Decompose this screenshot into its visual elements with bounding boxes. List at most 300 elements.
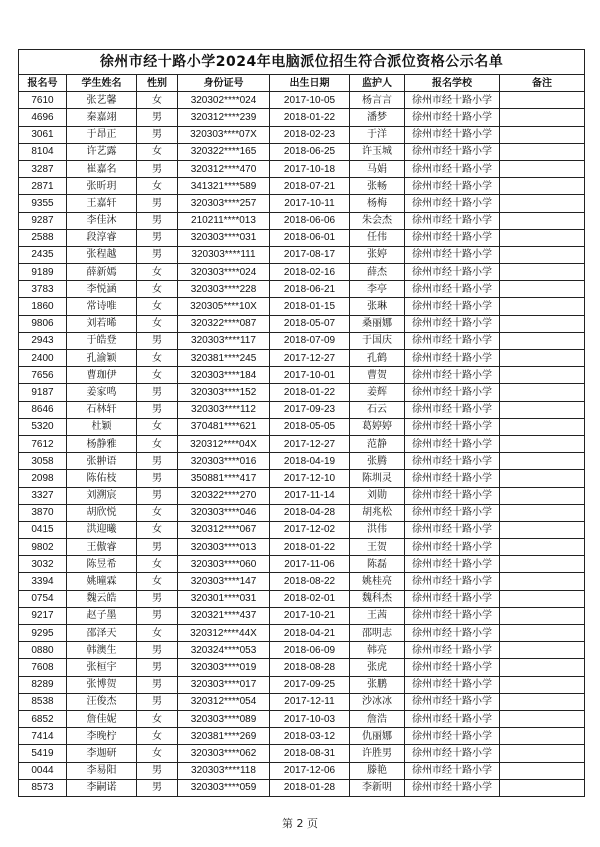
table-row [19, 281, 585, 298]
student-name-cell: 秦嘉翊 [67, 109, 137, 126]
remarks-cell [500, 728, 585, 745]
school-cell: 徐州市经十路小学 [405, 745, 500, 762]
reg-no-cell: 7414 [19, 728, 67, 745]
guardian-cell: 仇丽娜 [350, 728, 405, 745]
table-row [19, 229, 585, 246]
table-row [19, 367, 585, 384]
table-row [19, 332, 585, 349]
id-number-cell: 320303****152 [178, 384, 270, 401]
birth-date-cell: 2018-05-05 [270, 418, 350, 435]
id-number-cell: 320301****031 [178, 590, 270, 607]
guardian-cell: 刘勋 [350, 487, 405, 504]
school-cell: 徐州市经十路小学 [405, 607, 500, 624]
student-name-cell: 魏云皓 [67, 590, 137, 607]
remarks-cell [500, 401, 585, 418]
guardian-cell: 孔鹤 [350, 350, 405, 367]
birth-date-cell: 2017-12-27 [270, 350, 350, 367]
remarks-cell [500, 487, 585, 504]
id-number-cell: 320324****053 [178, 642, 270, 659]
birth-date-cell: 2018-07-21 [270, 178, 350, 195]
birth-date-cell: 2018-02-23 [270, 126, 350, 143]
student-name-cell: 许艺露 [67, 143, 137, 160]
id-number-cell: 320303****111 [178, 246, 270, 263]
birth-date-cell: 2018-01-22 [270, 109, 350, 126]
remarks-cell [500, 143, 585, 160]
reg-no-cell: 9802 [19, 539, 67, 556]
table-row [19, 143, 585, 160]
birth-date-cell: 2017-12-02 [270, 521, 350, 538]
remarks-cell [500, 332, 585, 349]
remarks-cell [500, 229, 585, 246]
school-cell: 徐州市经十路小学 [405, 676, 500, 693]
column-header-student-name: 学生姓名 [67, 75, 137, 92]
gender-cell: 女 [137, 143, 178, 160]
id-number-cell: 320322****165 [178, 143, 270, 160]
guardian-cell: 张腾 [350, 453, 405, 470]
guardian-cell: 杨言言 [350, 92, 405, 109]
birth-date-cell: 2017-11-14 [270, 487, 350, 504]
school-cell: 徐州市经十路小学 [405, 470, 500, 487]
guardian-cell: 沙冰冰 [350, 693, 405, 710]
birth-date-cell: 2018-01-22 [270, 384, 350, 401]
guardian-cell: 张虎 [350, 659, 405, 676]
student-name-cell: 杜颖 [67, 418, 137, 435]
column-header-birth-date: 出生日期 [270, 75, 350, 92]
remarks-cell [500, 573, 585, 590]
school-cell: 徐州市经十路小学 [405, 126, 500, 143]
remarks-cell [500, 178, 585, 195]
reg-no-cell: 0880 [19, 642, 67, 659]
reg-no-cell: 3783 [19, 281, 67, 298]
school-cell: 徐州市经十路小学 [405, 298, 500, 315]
student-name-cell: 洪迎曦 [67, 521, 137, 538]
student-name-cell: 张翀语 [67, 453, 137, 470]
table-row [19, 625, 585, 642]
birth-date-cell: 2017-12-06 [270, 762, 350, 779]
table-row [19, 264, 585, 281]
guardian-cell: 张畅 [350, 178, 405, 195]
school-cell: 徐州市经十路小学 [405, 625, 500, 642]
gender-cell: 女 [137, 298, 178, 315]
gender-cell: 女 [137, 435, 178, 452]
table-row [19, 521, 585, 538]
school-cell: 徐州市经十路小学 [405, 590, 500, 607]
table-row [19, 212, 585, 229]
table-row [19, 539, 585, 556]
gender-cell: 女 [137, 92, 178, 109]
remarks-cell [500, 659, 585, 676]
gender-cell: 男 [137, 212, 178, 229]
birth-date-cell: 2018-04-21 [270, 625, 350, 642]
id-number-cell: 350881****417 [178, 470, 270, 487]
reg-no-cell: 2400 [19, 350, 67, 367]
table-row [19, 745, 585, 762]
id-number-cell: 320303****257 [178, 195, 270, 212]
remarks-cell [500, 264, 585, 281]
table-row [19, 693, 585, 710]
reg-no-cell: 9806 [19, 315, 67, 332]
remarks-cell [500, 109, 585, 126]
id-number-cell: 320312****470 [178, 160, 270, 177]
gender-cell: 男 [137, 229, 178, 246]
school-cell: 徐州市经十路小学 [405, 573, 500, 590]
remarks-cell [500, 212, 585, 229]
guardian-cell: 许玉城 [350, 143, 405, 160]
school-cell: 徐州市经十路小学 [405, 504, 500, 521]
page-number: 第 2 页 [282, 817, 318, 830]
gender-cell: 女 [137, 504, 178, 521]
school-cell: 徐州市经十路小学 [405, 521, 500, 538]
birth-date-cell: 2018-03-12 [270, 728, 350, 745]
guardian-cell: 韩亮 [350, 642, 405, 659]
student-name-cell: 邵泽天 [67, 625, 137, 642]
remarks-cell [500, 350, 585, 367]
reg-no-cell: 7610 [19, 92, 67, 109]
id-number-cell: 320303****117 [178, 332, 270, 349]
gender-cell: 男 [137, 126, 178, 143]
remarks-cell [500, 195, 585, 212]
guardian-cell: 马娟 [350, 160, 405, 177]
student-name-cell: 段淳睿 [67, 229, 137, 246]
roster-table [18, 49, 585, 797]
reg-no-cell: 7608 [19, 659, 67, 676]
reg-no-cell: 8646 [19, 401, 67, 418]
gender-cell: 女 [137, 350, 178, 367]
birth-date-cell: 2018-06-21 [270, 281, 350, 298]
guardian-cell: 潘梦 [350, 109, 405, 126]
guardian-cell: 于国庆 [350, 332, 405, 349]
student-name-cell: 杨静雅 [67, 435, 137, 452]
reg-no-cell: 4696 [19, 109, 67, 126]
gender-cell: 女 [137, 281, 178, 298]
guardian-cell: 薛杰 [350, 264, 405, 281]
remarks-cell [500, 246, 585, 263]
school-cell: 徐州市经十路小学 [405, 487, 500, 504]
gender-cell: 女 [137, 573, 178, 590]
guardian-cell: 邵明志 [350, 625, 405, 642]
remarks-cell [500, 762, 585, 779]
student-name-cell: 韩澳生 [67, 642, 137, 659]
school-cell: 徐州市经十路小学 [405, 401, 500, 418]
student-name-cell: 陈昱希 [67, 556, 137, 573]
table-row [19, 607, 585, 624]
birth-date-cell: 2017-12-27 [270, 435, 350, 452]
id-number-cell: 320305****10X [178, 298, 270, 315]
page-title: 徐州市经十路小学2024年电脑派位招生符合派位资格公示名单 [19, 50, 585, 75]
table-row [19, 762, 585, 779]
reg-no-cell: 3058 [19, 453, 67, 470]
guardian-cell: 陈圳灵 [350, 470, 405, 487]
reg-no-cell: 9295 [19, 625, 67, 642]
school-cell: 徐州市经十路小学 [405, 556, 500, 573]
birth-date-cell: 2018-08-28 [270, 659, 350, 676]
reg-no-cell: 9189 [19, 264, 67, 281]
remarks-cell [500, 315, 585, 332]
student-name-cell: 薛新嫣 [67, 264, 137, 281]
id-number-cell: 320303****059 [178, 779, 270, 796]
reg-no-cell: 9187 [19, 384, 67, 401]
birth-date-cell: 2018-04-28 [270, 504, 350, 521]
birth-date-cell: 2018-01-28 [270, 779, 350, 796]
remarks-cell [500, 625, 585, 642]
gender-cell: 男 [137, 676, 178, 693]
guardian-cell: 朱会杰 [350, 212, 405, 229]
student-name-cell: 王傲睿 [67, 539, 137, 556]
id-number-cell: 320312****04X [178, 435, 270, 452]
id-number-cell: 320303****062 [178, 745, 270, 762]
birth-date-cell: 2018-06-01 [270, 229, 350, 246]
id-number-cell: 341321****589 [178, 178, 270, 195]
guardian-cell: 范静 [350, 435, 405, 452]
id-number-cell: 320303****184 [178, 367, 270, 384]
gender-cell: 男 [137, 453, 178, 470]
school-cell: 徐州市经十路小学 [405, 350, 500, 367]
student-name-cell: 姚曈霖 [67, 573, 137, 590]
birth-date-cell: 2017-12-10 [270, 470, 350, 487]
id-number-cell: 320303****017 [178, 676, 270, 693]
school-cell: 徐州市经十路小学 [405, 728, 500, 745]
reg-no-cell: 1860 [19, 298, 67, 315]
student-name-cell: 李迦研 [67, 745, 137, 762]
birth-date-cell: 2017-10-11 [270, 195, 350, 212]
remarks-cell [500, 590, 585, 607]
school-cell: 徐州市经十路小学 [405, 418, 500, 435]
id-number-cell: 320303****07X [178, 126, 270, 143]
student-name-cell: 陈佑枝 [67, 470, 137, 487]
school-cell: 徐州市经十路小学 [405, 160, 500, 177]
birth-date-cell: 2017-09-23 [270, 401, 350, 418]
id-number-cell: 320381****245 [178, 350, 270, 367]
school-cell: 徐州市经十路小学 [405, 779, 500, 796]
guardian-cell: 曹贺 [350, 367, 405, 384]
gender-cell: 男 [137, 779, 178, 796]
table-row [19, 298, 585, 315]
reg-no-cell: 7656 [19, 367, 67, 384]
gender-cell: 女 [137, 625, 178, 642]
table-row [19, 350, 585, 367]
student-name-cell: 张程越 [67, 246, 137, 263]
birth-date-cell: 2018-02-01 [270, 590, 350, 607]
guardian-cell: 桑丽娜 [350, 315, 405, 332]
reg-no-cell: 2943 [19, 332, 67, 349]
guardian-cell: 姚桂亮 [350, 573, 405, 590]
student-name-cell: 李易阳 [67, 762, 137, 779]
table-row [19, 195, 585, 212]
guardian-cell: 洪伟 [350, 521, 405, 538]
remarks-cell [500, 470, 585, 487]
gender-cell: 女 [137, 728, 178, 745]
table-row [19, 642, 585, 659]
table-row [19, 384, 585, 401]
remarks-cell [500, 745, 585, 762]
guardian-cell: 张鹏 [350, 676, 405, 693]
id-number-cell: 320303****112 [178, 401, 270, 418]
school-cell: 徐州市经十路小学 [405, 384, 500, 401]
remarks-cell [500, 521, 585, 538]
id-number-cell: 320303****118 [178, 762, 270, 779]
school-cell: 徐州市经十路小学 [405, 642, 500, 659]
birth-date-cell: 2017-12-11 [270, 693, 350, 710]
school-cell: 徐州市经十路小学 [405, 693, 500, 710]
student-name-cell: 张昕玥 [67, 178, 137, 195]
table-row [19, 504, 585, 521]
remarks-cell [500, 779, 585, 796]
reg-no-cell: 5320 [19, 418, 67, 435]
reg-no-cell: 3032 [19, 556, 67, 573]
student-name-cell: 李佳沐 [67, 212, 137, 229]
table-row [19, 590, 585, 607]
reg-no-cell: 2098 [19, 470, 67, 487]
table-row [19, 779, 585, 796]
header-row [19, 75, 585, 92]
guardian-cell: 姜辉 [350, 384, 405, 401]
reg-no-cell: 3061 [19, 126, 67, 143]
remarks-cell [500, 710, 585, 727]
student-name-cell: 刘若晞 [67, 315, 137, 332]
reg-no-cell: 6852 [19, 710, 67, 727]
gender-cell: 男 [137, 762, 178, 779]
student-name-cell: 张桓宇 [67, 659, 137, 676]
school-cell: 徐州市经十路小学 [405, 212, 500, 229]
gender-cell: 男 [137, 659, 178, 676]
birth-date-cell: 2018-05-07 [270, 315, 350, 332]
guardian-cell: 杨梅 [350, 195, 405, 212]
school-cell: 徐州市经十路小学 [405, 453, 500, 470]
birth-date-cell: 2018-06-06 [270, 212, 350, 229]
table-row [19, 573, 585, 590]
id-number-cell: 320322****087 [178, 315, 270, 332]
id-number-cell: 320303****019 [178, 659, 270, 676]
column-header-gender: 性别 [137, 75, 178, 92]
remarks-cell [500, 453, 585, 470]
remarks-cell [500, 676, 585, 693]
birth-date-cell: 2018-08-31 [270, 745, 350, 762]
table-row [19, 676, 585, 693]
gender-cell: 女 [137, 264, 178, 281]
birth-date-cell: 2018-08-22 [270, 573, 350, 590]
birth-date-cell: 2018-06-09 [270, 642, 350, 659]
id-number-cell: 320302****024 [178, 92, 270, 109]
gender-cell: 女 [137, 556, 178, 573]
student-name-cell: 于皓登 [67, 332, 137, 349]
id-number-cell: 320312****44X [178, 625, 270, 642]
guardian-cell: 石云 [350, 401, 405, 418]
student-name-cell: 李晚柠 [67, 728, 137, 745]
table-row [19, 401, 585, 418]
guardian-cell: 李新明 [350, 779, 405, 796]
student-name-cell: 于昂正 [67, 126, 137, 143]
table-row [19, 487, 585, 504]
gender-cell: 男 [137, 487, 178, 504]
id-number-cell: 320312****054 [178, 693, 270, 710]
gender-cell: 男 [137, 195, 178, 212]
table-row [19, 435, 585, 452]
school-cell: 徐州市经十路小学 [405, 435, 500, 452]
remarks-cell [500, 693, 585, 710]
student-name-cell: 李嗣诺 [67, 779, 137, 796]
table-row [19, 109, 585, 126]
school-cell: 徐州市经十路小学 [405, 264, 500, 281]
id-number-cell: 320303****016 [178, 453, 270, 470]
remarks-cell [500, 607, 585, 624]
guardian-cell: 任伟 [350, 229, 405, 246]
birth-date-cell: 2018-01-22 [270, 539, 350, 556]
guardian-cell: 魏科杰 [350, 590, 405, 607]
school-cell: 徐州市经十路小学 [405, 246, 500, 263]
id-number-cell: 320312****067 [178, 521, 270, 538]
id-number-cell: 320303****046 [178, 504, 270, 521]
table-row [19, 315, 585, 332]
id-number-cell: 320303****013 [178, 539, 270, 556]
birth-date-cell: 2017-09-25 [270, 676, 350, 693]
reg-no-cell: 0754 [19, 590, 67, 607]
student-name-cell: 常诗唯 [67, 298, 137, 315]
table-row [19, 246, 585, 263]
column-header-id-number: 身份证号 [178, 75, 270, 92]
id-number-cell: 320303****031 [178, 229, 270, 246]
remarks-cell [500, 126, 585, 143]
gender-cell: 男 [137, 470, 178, 487]
gender-cell: 男 [137, 332, 178, 349]
birth-date-cell: 2017-10-03 [270, 710, 350, 727]
table-row [19, 160, 585, 177]
school-cell: 徐州市经十路小学 [405, 332, 500, 349]
reg-no-cell: 3394 [19, 573, 67, 590]
student-name-cell: 王嘉轩 [67, 195, 137, 212]
reg-no-cell: 8538 [19, 693, 67, 710]
column-header-reg-no: 报名号 [19, 75, 67, 92]
reg-no-cell: 3327 [19, 487, 67, 504]
gender-cell: 女 [137, 178, 178, 195]
guardian-cell: 李亭 [350, 281, 405, 298]
gender-cell: 女 [137, 315, 178, 332]
remarks-cell [500, 384, 585, 401]
reg-no-cell: 2588 [19, 229, 67, 246]
table-row [19, 126, 585, 143]
reg-no-cell: 0415 [19, 521, 67, 538]
student-name-cell: 曹珈伊 [67, 367, 137, 384]
remarks-cell [500, 556, 585, 573]
remarks-cell [500, 281, 585, 298]
id-number-cell: 370481****621 [178, 418, 270, 435]
table-row [19, 418, 585, 435]
student-name-cell: 詹佳妮 [67, 710, 137, 727]
birth-date-cell: 2017-10-21 [270, 607, 350, 624]
gender-cell: 男 [137, 607, 178, 624]
birth-date-cell: 2017-10-05 [270, 92, 350, 109]
school-cell: 徐州市经十路小学 [405, 659, 500, 676]
id-number-cell: 210211****013 [178, 212, 270, 229]
school-cell: 徐州市经十路小学 [405, 367, 500, 384]
gender-cell: 男 [137, 401, 178, 418]
remarks-cell [500, 298, 585, 315]
student-name-cell: 孔渝颖 [67, 350, 137, 367]
guardian-cell: 胡兆松 [350, 504, 405, 521]
school-cell: 徐州市经十路小学 [405, 315, 500, 332]
birth-date-cell: 2018-02-16 [270, 264, 350, 281]
reg-no-cell: 8289 [19, 676, 67, 693]
gender-cell: 男 [137, 693, 178, 710]
reg-no-cell: 2435 [19, 246, 67, 263]
table-row [19, 556, 585, 573]
roster-sheet [18, 49, 584, 797]
reg-no-cell: 9217 [19, 607, 67, 624]
school-cell: 徐州市经十路小学 [405, 195, 500, 212]
birth-date-cell: 2018-01-15 [270, 298, 350, 315]
gender-cell: 女 [137, 367, 178, 384]
table-row [19, 453, 585, 470]
student-name-cell: 张博贺 [67, 676, 137, 693]
